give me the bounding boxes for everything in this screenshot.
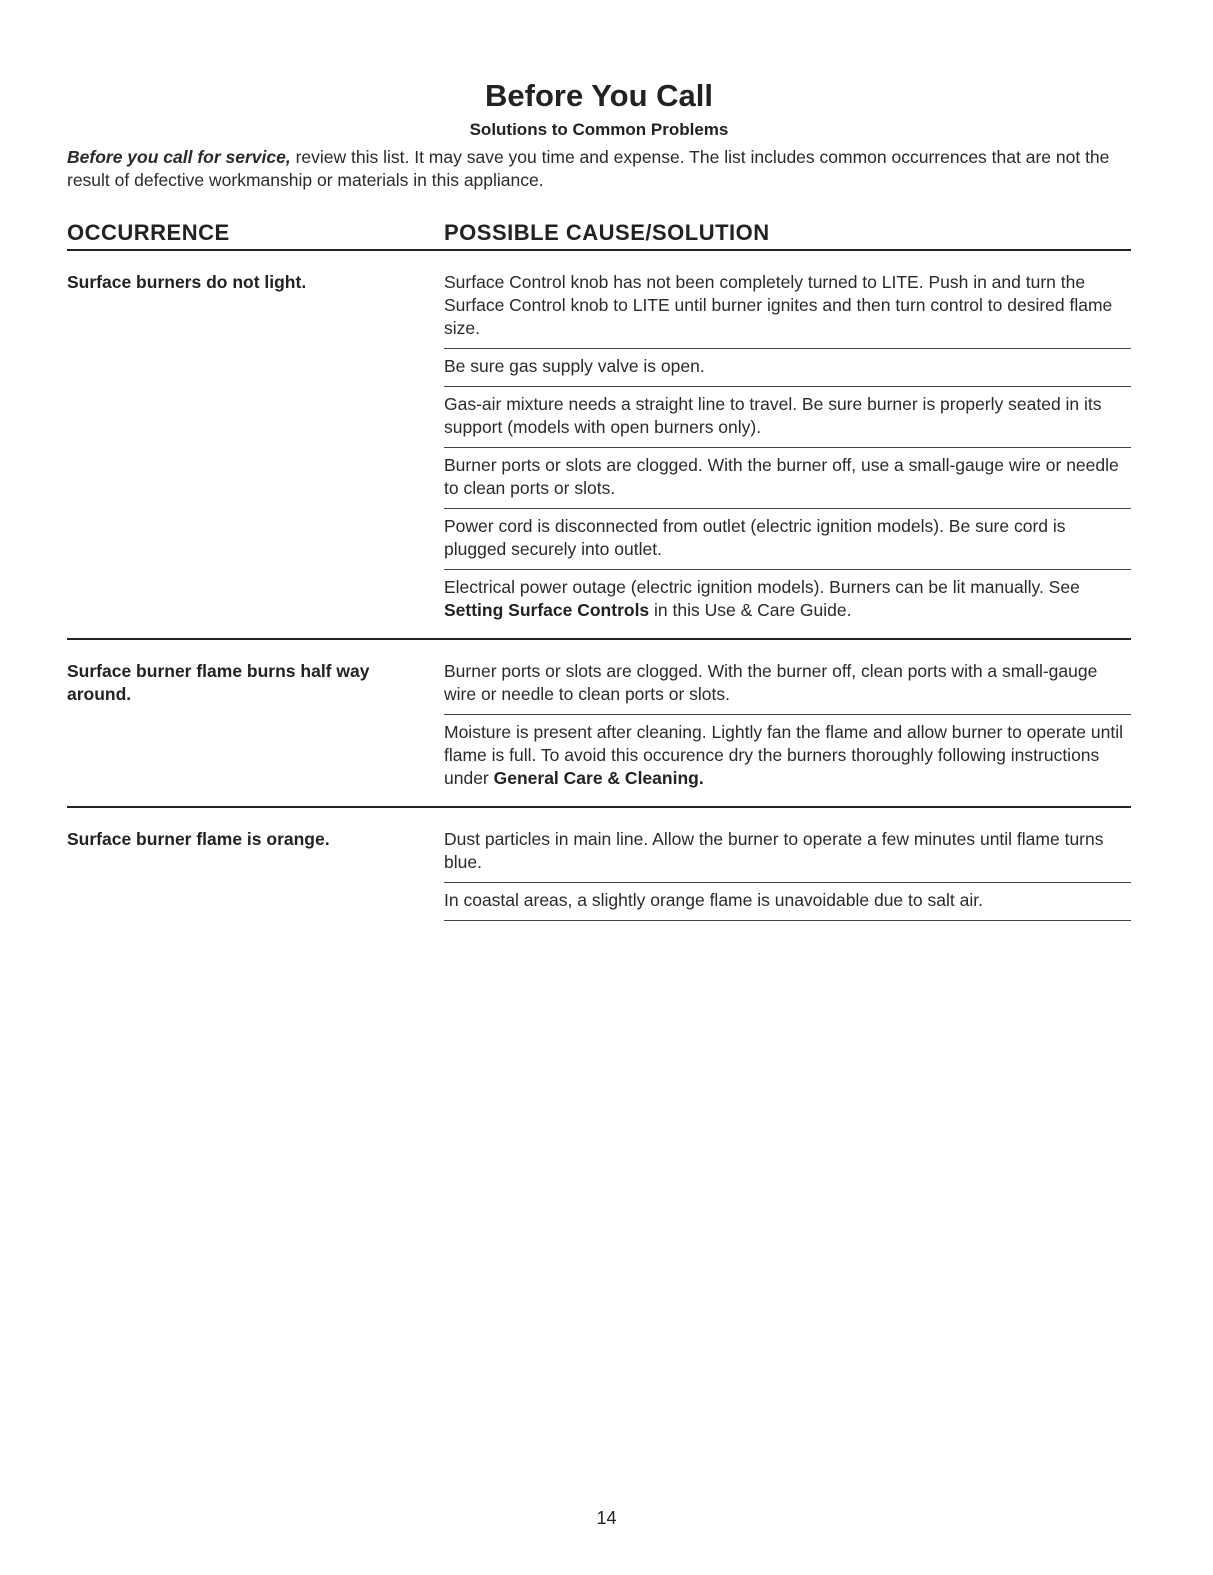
intro-text: review this list. It may save you time and expense. The list includes common occurrences that are not the result of defective workmanship or materials in this appliance. [67,147,1110,190]
solution-reference: General Care & Cleaning. [493,768,704,788]
solution-list [444,660,1131,798]
page-number: 14 [596,1508,617,1528]
solution-text-after: in this Use & Care Guide. [649,600,852,620]
intro-paragraph [67,146,1131,192]
solution-list [444,828,1131,921]
occurrence-group [67,808,1131,929]
page-title: Before You Call [485,78,713,113]
solution-item: Burner ports or slots are clogged. With the burner off, clean ports with a small-gauge wire or needle to clean ports or slots. [444,661,1098,704]
solution-item: Dust particles in main line. Allow the burner to operate a few minutes until flame turns blue. [444,829,1104,872]
solution-item [444,714,1131,798]
solution-item: Power cord is disconnected from outlet (electric ignition models). Be sure cord is plugged securely into outlet. [444,508,1131,569]
occurrence-label: Surface burner flame is orange. [67,829,330,849]
solution-list [444,271,1131,630]
header-occurrence: OCCURRENCE [67,220,230,245]
solution-item: Be sure gas supply valve is open. [444,348,1131,386]
solution-item: In coastal areas, a slightly orange flame is unavoidable due to salt air. [444,882,1131,921]
header-cause-solution: POSSIBLE CAUSE/SOLUTION [444,220,770,245]
intro-lead: Before you call for service, [67,147,291,167]
occurrence-group [67,640,1131,808]
occurrence-group [67,251,1131,640]
solution-text: Electrical power outage (electric ignition models). Burners can be lit manually. See [444,577,1080,597]
solution-item [444,569,1131,630]
table-header [67,220,1131,251]
solution-text: Moisture is present after cleaning. Lightly fan the flame and allow burner to operate until flame is full. To avoid this occurence dry the burners thoroughly following instructions under [444,722,1123,788]
page-subtitle: Solutions to Common Problems [469,120,729,139]
occurrence-label: Surface burner flame burns half way around. [67,661,370,704]
occurrence-label: Surface burners do not light. [67,272,307,292]
solution-item: Surface Control knob has not been completely turned to LITE. Push in and turn the Surface Control knob to LITE until burner ignites and then turn control to desired flame size. [444,272,1113,338]
solution-reference: Setting Surface Controls [444,600,650,620]
solution-item: Burner ports or slots are clogged. With the burner off, use a small-gauge wire or needle to clean ports or slots. [444,447,1131,508]
page-content [67,76,1131,929]
solution-item: Gas-air mixture needs a straight line to travel. Be sure burner is properly seated in its support (models with open burners only). [444,386,1131,447]
